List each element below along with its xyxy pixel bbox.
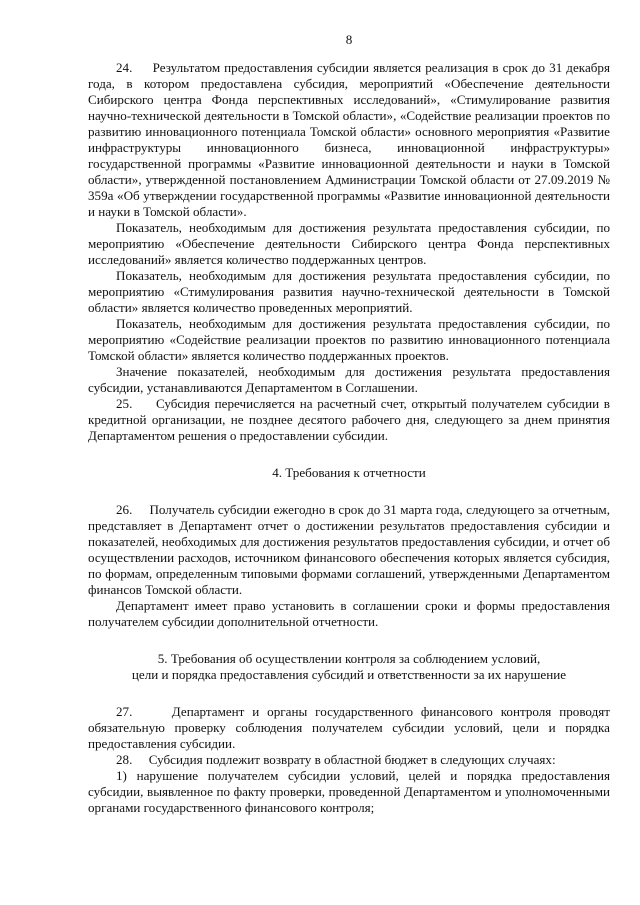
paragraph-27: 27. Департамент и органы государственного финансового контроля проводят обязательную проверку соблюдения получателем субсидии условий, цели и порядка предоставления субсидии. xyxy=(88,704,610,751)
paragraph-28: 28. Субсидия подлежит возврату в областной бюджет в следующих случаях: xyxy=(116,752,556,767)
paragraph-24: 24. Результатом предоставления субсидии является реализация в срок до 31 декабря года, в котором предоставлена субсидия, мероприятий «Обеспечение деятельности Сибирского центра Фонда перспективных исследований», «Стимулирование развития научно-технической деятельности в Томской области», «Содействие реализации проектов по развитию инновационного потенциала Томской области» основного мероприятия «Развитие инфраструктуры инновационного бизнеса, инновационной инфраструктуры» государственной программы «Развитие инновационной деятельности и науки в Томской области», утвержденной постановлением Администрации Томской области от 27.09.2019 № 359а «Об утверждении государственной программы «Развитие инновационной деятельности и науки в Томской области». xyxy=(88,60,610,219)
section4-body xyxy=(88,502,610,630)
paragraph-reporting-right: Департамент имеет право установить в соглашении сроки и формы предоставления получателем субсидии дополнительной отчетности. xyxy=(88,598,610,629)
paragraph-indicator-centers: Показатель, необходимым для достижения результата предоставления субсидии, по мероприятию «Обеспечение деятельности Сибирского центра Фонда перспективных исследований» является количество поддержанных центров. xyxy=(88,220,610,267)
paragraph-indicator-projects: Показатель, необходимым для достижения результата предоставления субсидии, по мероприятию «Содействие реализации проектов по развитию инновационного потенциала Томской области» является количество поддержанных проектов. xyxy=(88,316,610,363)
section4-heading: 4. Требования к отчетности xyxy=(272,465,426,480)
paragraph-25: 25. Субсидия перечисляется на расчетный счет, открытый получателем субсидии в кредитной организации, не позднее десятого рабочего дня, следующего за днем принятия Департаментом решения о предоставлении субсидии. xyxy=(88,396,610,443)
paragraph-28-item-1: 1) нарушение получателем субсидии условий, целей и порядка предоставления субсидии, выявленное по факту проверки, проведенной Департаментом и уполномоченными органами государственного финансового контроля; xyxy=(88,768,610,815)
section3-continuation xyxy=(88,60,610,444)
page-number: 8 xyxy=(345,32,353,47)
paragraph-indicator-values: Значение показателей, необходимым для достижения результата предоставления субсидии, устанавливаются Департаментом в Соглашении. xyxy=(88,364,610,395)
paragraph-26: 26. Получатель субсидии ежегодно в срок до 31 марта года, следующего за отчетным, представляет в Департамент отчет о достижении результатов предоставления субсидии и показателей, необходимых для достижения результатов предоставления субсидии, и отчет об осуществлении расходов, источником финансового обеспечения которых является субсидия, по формам, определенным типовыми формами соглашений, утвержденными Департаментом финансов Томской области. xyxy=(88,502,610,597)
paragraph-indicator-events: Показатель, необходимым для достижения результата предоставления субсидии, по мероприятию «Стимулирования развития научно-технической деятельности в Томской области» является количество проведенных мероприятий. xyxy=(88,268,610,315)
section5-heading-line1: 5. Требования об осуществлении контроля за соблюдением условий, xyxy=(157,651,541,666)
section5-body xyxy=(88,704,610,816)
section5-heading-line2: цели и порядка предоставления субсидий и ответственности за их нарушение xyxy=(131,667,567,682)
